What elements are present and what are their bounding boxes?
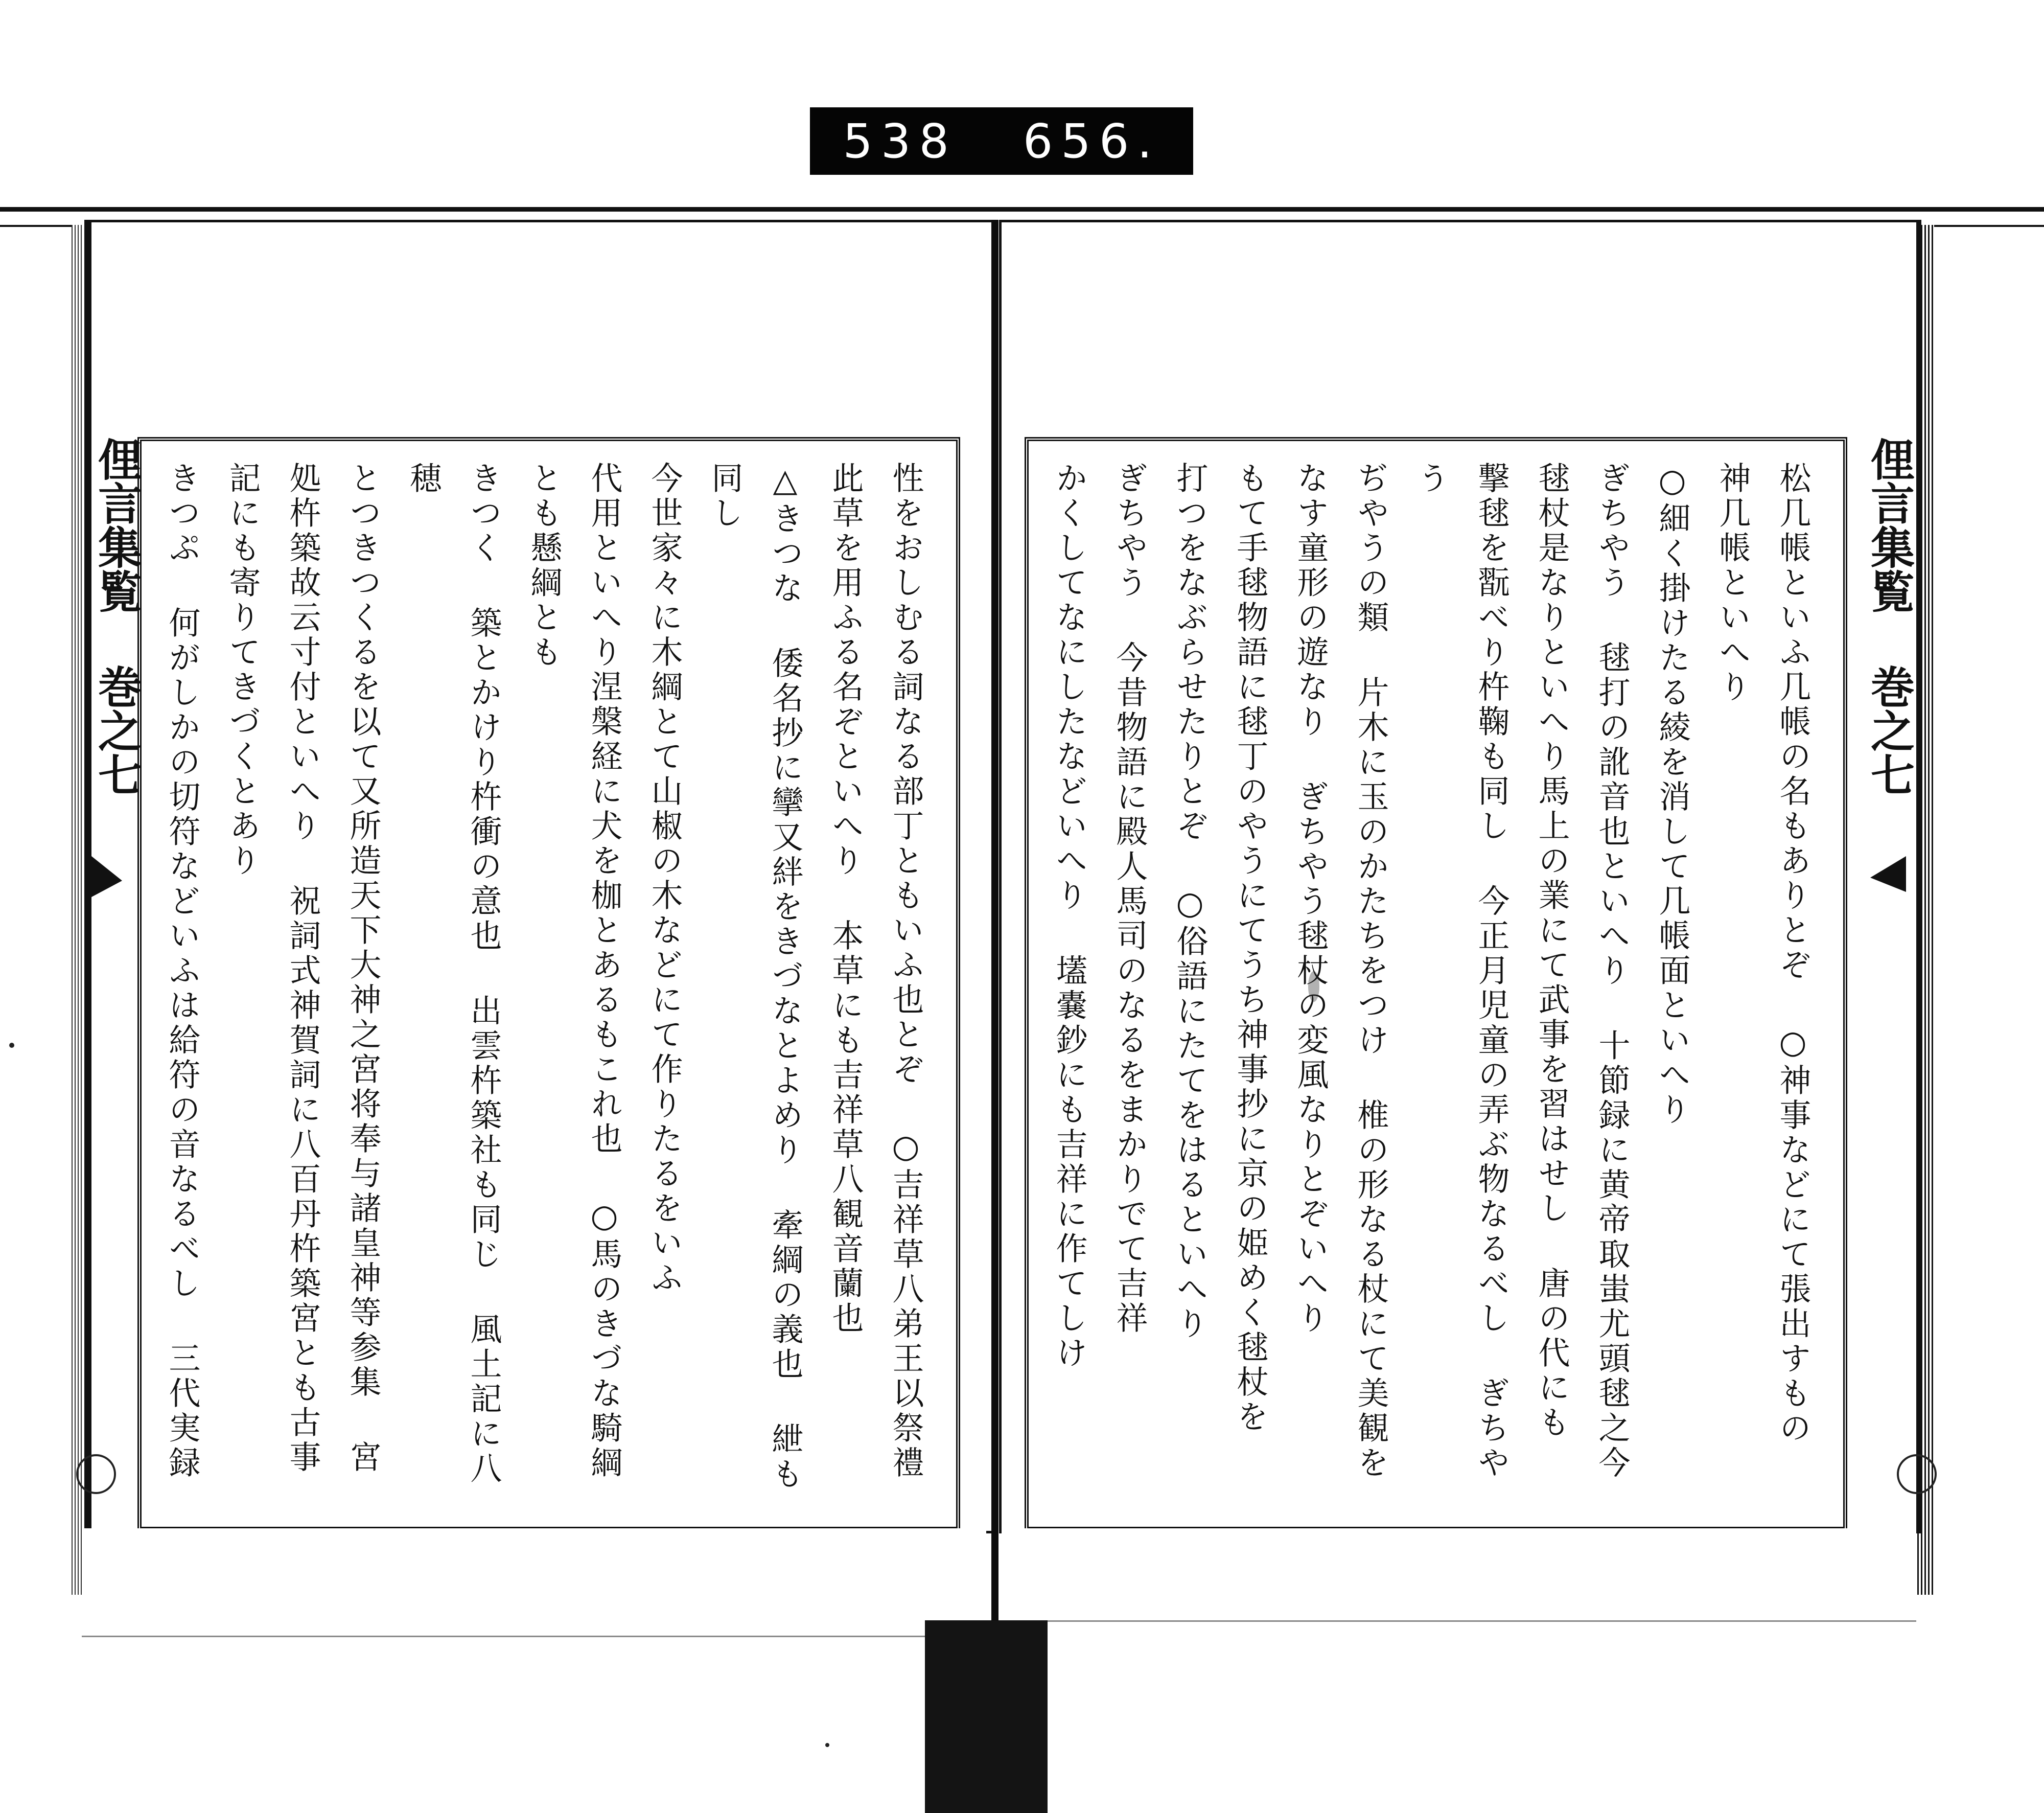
- film-edge-line-left: [0, 225, 72, 227]
- right-page-bottom-margin: [1002, 1528, 1916, 1622]
- left-column: 今世家々に木綱とて山椒の木などにて作りたるをいふ: [646, 462, 683, 1296]
- right-column: 撃毬を翫べり杵鞠も同し 今正月児童の弄ぶ物なるべし ぎちやう: [1412, 462, 1510, 1481]
- left-column: 記にも寄りてきづくとあり: [224, 462, 261, 879]
- frame-number-left: 538: [843, 113, 957, 169]
- right-column: なす童形の遊なり ぎちやう毬杖の変風なりとぞいへり: [1292, 462, 1329, 1336]
- left-fold-circle: [76, 1454, 116, 1494]
- right-column: 打つをなぶらせたりとぞ ○俗語にたてをはるといへり: [1171, 462, 1209, 1342]
- right-page: [999, 220, 1921, 1533]
- right-column: ○細く掛けたる綾を消して几帳面といへり: [1654, 462, 1691, 1128]
- right-text-columns: [1049, 462, 1823, 1506]
- left-page: [84, 220, 998, 1533]
- frame-number-right: 656.: [1023, 113, 1160, 169]
- left-text-columns: [162, 462, 936, 1506]
- scan-speck: [9, 1043, 14, 1048]
- left-column: 性をおしむる詞なる部丁ともいふ也とぞ ○吉祥草八弟王以祭禮: [887, 462, 924, 1481]
- right-text-frame: [1025, 437, 1847, 1531]
- right-column: ぎちやう 毬打の訛音也といへり 十節録に黄帝取蚩尤頭毬之今: [1593, 462, 1631, 1481]
- right-column: 毬杖是なりといへり馬上の業にて武事を習はせし 唐の代にも: [1533, 462, 1570, 1440]
- left-page-edges: [72, 225, 82, 1595]
- left-page-bottom-margin: [82, 1528, 986, 1637]
- scan-speck: [1308, 971, 1319, 1002]
- left-text-frame: [137, 437, 960, 1531]
- left-column: きつく 築とかけり杵衝の意也 出雲杵築社も同じ 風土記に八穂: [405, 462, 502, 1486]
- left-column: 処杵築故云寸付といへり 祝詞式神賀詞に八百丹杵築宮とも古事: [284, 462, 321, 1475]
- left-running-title: 俚言集覧 巻之七: [90, 437, 142, 796]
- right-column: もて手毬物語に毬丁のやうにてうち神事抄に京の姫めく毬杖を: [1232, 462, 1269, 1435]
- right-column: ぢやうの類 片木に玉のかたちをつけ 椎の形なる杖にて美観を: [1352, 462, 1389, 1481]
- film-edge-line: [0, 207, 2044, 212]
- scan-speck: [825, 1743, 829, 1747]
- left-column: 代用といへり涅槃経に犬を枷とあるもこれ也 ○馬のきづな騎綱とも懸綱とも: [525, 462, 623, 1481]
- left-column: 此草を用ふる名ぞといへり 本草にも吉祥草八観音蘭也: [827, 462, 864, 1336]
- left-column: とつきつくるを以て又所造天下大神之宮将奉与諸皇神等参集 宮: [344, 462, 382, 1475]
- left-column: △きつな 倭名抄に攣又絆をきづなとよめり 牽綱の義也 紲も同し: [706, 462, 804, 1492]
- left-column: きつぷ 何がしかの切符などいふは給符の音なるべし 三代実録: [164, 462, 201, 1481]
- film-edge-line-right: [1932, 225, 2044, 227]
- book-gutter: [991, 220, 998, 1620]
- right-running-title: 俚言集覧 巻之七: [1863, 437, 1915, 796]
- right-fold-circle: [1897, 1454, 1937, 1494]
- binding-stub-shadow: [925, 1620, 1048, 1813]
- right-column: 松几帳といふ几帳の名もありとぞ ○神事などにて張出すもの 神几帳といへり: [1714, 462, 1811, 1446]
- microfilm-frame-label: [810, 107, 1193, 175]
- right-column: かくしてなにしたなどいへり 壒嚢鈔にも吉祥に作てしけ: [1051, 462, 1088, 1371]
- right-column: ぎちやう 今昔物語に殿人馬司のなるをまかりでて吉祥: [1111, 462, 1148, 1336]
